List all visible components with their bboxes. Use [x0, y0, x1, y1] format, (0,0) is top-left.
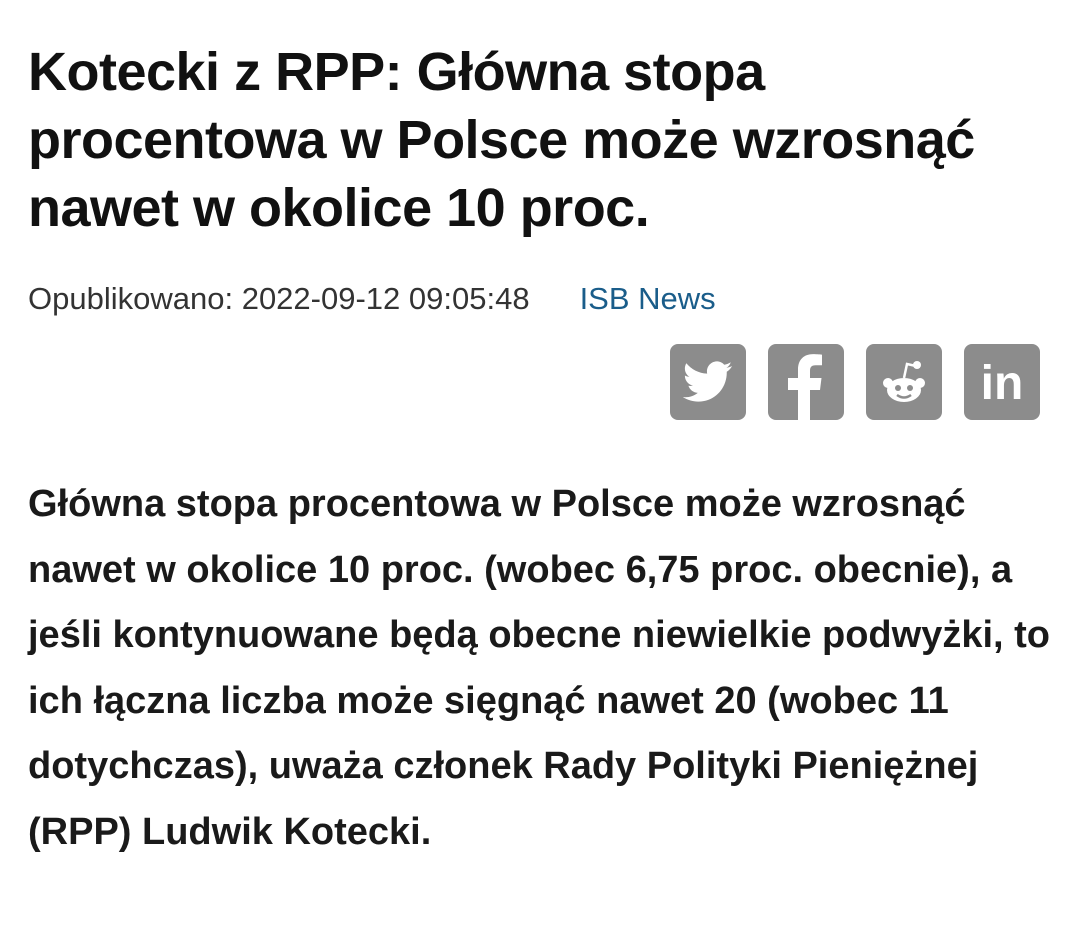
twitter-icon [683, 361, 733, 403]
facebook-icon [768, 344, 844, 420]
linkedin-icon [974, 354, 1030, 410]
share-linkedin-button[interactable] [964, 344, 1040, 420]
source-link[interactable]: ISB News [579, 281, 716, 316]
reddit-icon [879, 359, 929, 405]
share-twitter-button[interactable] [670, 344, 746, 420]
share-facebook-button[interactable] [768, 344, 844, 420]
share-bar [670, 344, 1040, 420]
article-meta [28, 279, 716, 319]
linkedin-text: in [980, 357, 1024, 410]
article-lead: Główna stopa procentowa w Polsce może wzrosnąć nawet w okolice 10 proc. (wobec 6,75 proc. obecnie), a jeśli kontynuowane będą obecne niewielkie podwyżki, to ich łączna liczba może sięgnąć nawet 20 (wobec 11 dotychczas), uważa członek Rady Polityki Pieniężnej (RPP) Ludwik Kotecki. [28, 483, 1051, 853]
published-label: Opublikowano: [28, 281, 234, 316]
published-line [28, 279, 530, 319]
article-headline: Kotecki z RPP: Główna stopa procentowa w Polsce może wzrosnąć nawet w okolice 10 proc. [28, 42, 975, 238]
share-reddit-button[interactable] [866, 344, 942, 420]
published-datetime: 2022-09-12 09:05:48 [241, 281, 530, 316]
